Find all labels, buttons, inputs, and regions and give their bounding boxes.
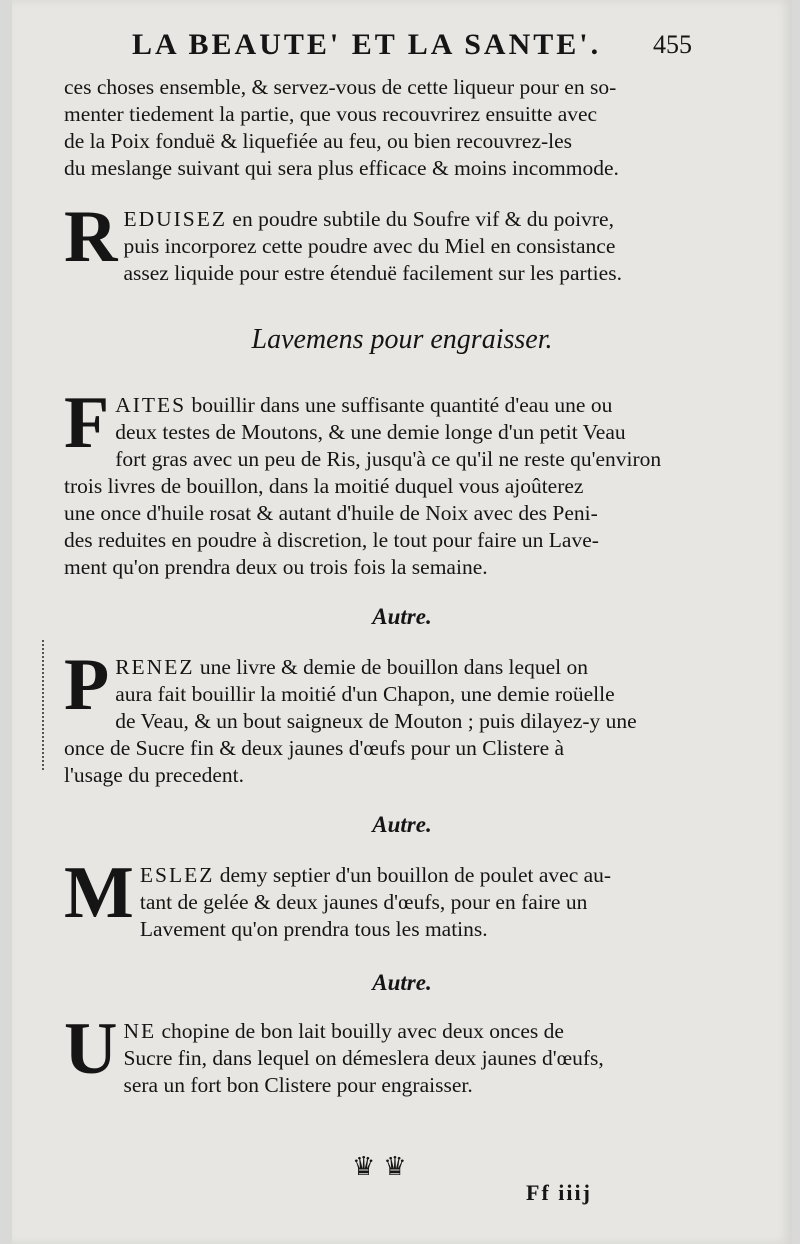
lead-word: NE <box>123 1019 157 1043</box>
paragraph-continued <box>64 74 696 182</box>
text-line: once de Sucre fin & deux jaunes d'œufs pour un Clistere à <box>64 736 565 760</box>
text-line: une livre & demie de bouillon dans lequel on <box>194 655 588 679</box>
text-line: tant de gelée & deux jaunes d'œufs, pour en faire un <box>139 890 588 914</box>
paragraph-reduisez <box>64 196 696 287</box>
drop-cap: P <box>64 644 110 726</box>
drop-cap: M <box>64 852 134 934</box>
text-line: deux testes de Moutons, & une demie longe d'un petit Veau <box>115 420 626 444</box>
lead-word: AITES <box>115 393 187 417</box>
text-line: puis incorporez cette poudre avec du Miel en consistance <box>123 234 616 258</box>
text-line: Sucre fin, dans lequel on démeslera deux jaunes d'œufs, <box>123 1046 604 1070</box>
subheading-autre: Autre. <box>372 604 432 629</box>
drop-cap: U <box>64 1008 118 1090</box>
text-line: ment qu'on prendra deux ou trois fois la semaine. <box>64 555 488 579</box>
lead-word: ESLEZ <box>139 863 215 887</box>
text-line: ces choses ensemble, & servez-vous de cette liqueur pour en so- <box>64 75 617 99</box>
running-head: LA BEAUTE' ET LA SANTE'. <box>132 28 602 61</box>
signature-mark: Ff iiij <box>526 1180 592 1205</box>
text-line: sera un fort bon Clistere pour engraisser. <box>123 1073 473 1097</box>
text-line: de la Poix fonduë & liquefiée au feu, ou bien recouvrez-les <box>64 129 573 153</box>
paragraph-faites <box>64 382 696 581</box>
text-line: demy septier d'un bouillon de poulet avec au- <box>214 863 612 887</box>
text-line: bouillir dans une suffisante quantité d'eau une ou <box>186 393 613 417</box>
text-line: de Veau, & un bout saigneux de Mouton ; puis dilayez-y une <box>115 709 637 733</box>
drop-cap: R <box>64 196 118 278</box>
text-line: des reduites en poudre à discretion, le tout pour faire un Lave- <box>64 528 599 552</box>
paragraph-une-chopine <box>64 1008 696 1099</box>
text-line: l'usage du precedent. <box>64 763 244 787</box>
crown-fleuron-icon: ♛♛ <box>352 1152 415 1181</box>
lead-word: RENEZ <box>115 655 195 679</box>
text-line: assez liquide pour estre étenduë facilement sur les parties. <box>123 261 622 285</box>
paragraph-meslez <box>64 852 696 943</box>
text-line: en poudre subtile du Soufre vif & du poivre, <box>227 207 614 231</box>
text-line: une once d'huile rosat & autant d'huile de Noix avec des Peni- <box>64 501 598 525</box>
lead-word: EDUISEZ <box>123 207 228 231</box>
text-line: trois livres de bouillon, dans la moitié duquel vous ajoûterez <box>64 474 584 498</box>
text-line: chopine de bon lait bouilly avec deux onces de <box>156 1019 564 1043</box>
book-page <box>12 0 792 1244</box>
page-header <box>132 28 692 68</box>
text-line: menter tiedement la partie, que vous recouvrirez ensuitte avec <box>64 102 598 126</box>
text-line: aura fait bouillir la moitié d'un Chapon, une demie roüelle <box>115 682 615 706</box>
subheading-autre: Autre. <box>372 970 432 995</box>
subheading-autre: Autre. <box>372 812 432 837</box>
section-title: Lavemens pour engraisser. <box>251 324 553 355</box>
text-line: fort gras avec un peu de Ris, jusqu'à ce qu'il ne reste qu'environ <box>115 447 662 471</box>
text-line: Lavement qu'on prendra tous les matins. <box>139 917 488 941</box>
page-number: 455 <box>653 30 692 59</box>
text-line: du meslange suivant qui sera plus efficace & moins incommode. <box>64 156 619 180</box>
margin-marks <box>42 640 48 770</box>
paragraph-prenez <box>64 644 696 789</box>
drop-cap: F <box>64 382 110 464</box>
